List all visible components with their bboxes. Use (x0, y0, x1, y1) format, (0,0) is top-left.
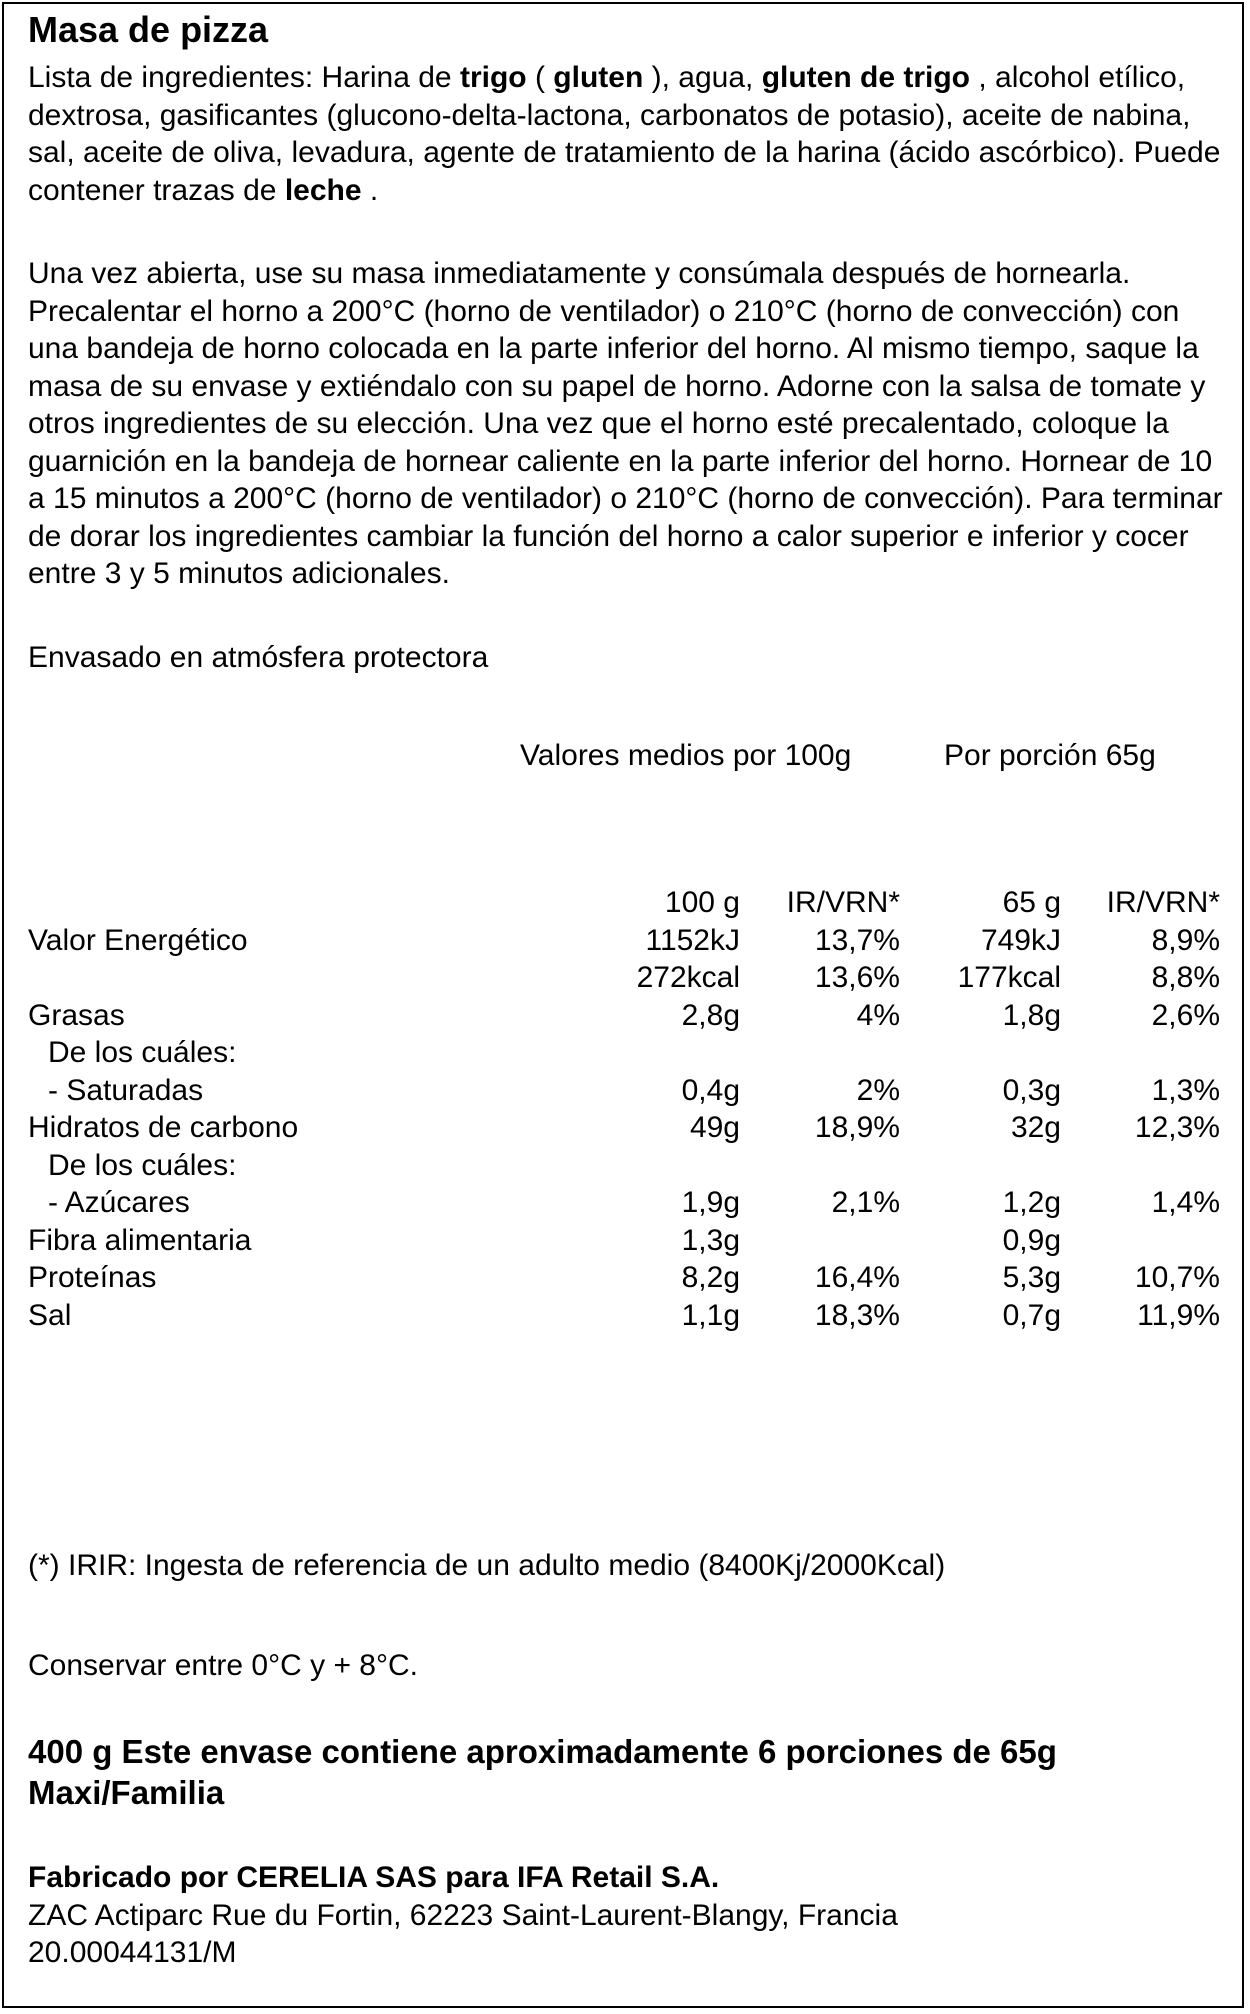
nutrition-row (4, 959, 1250, 997)
nutrition-row (4, 922, 1250, 960)
nutrition-header-per100: Valores medios por 100g (520, 739, 852, 772)
nutrition-row (4, 1147, 1250, 1185)
reference-intake-footnote: (*) IRIR: Ingesta de referencia de un adulto medio (8400Kj/2000Kcal) (28, 1549, 946, 1582)
manufacturer-name: Fabricado por CERELIA SAS para IFA Retail S.A. (28, 1861, 720, 1894)
nutrient-name: Sal (28, 1298, 72, 1332)
product-title: Masa de pizza (28, 9, 269, 50)
ingredients-text: . (361, 173, 379, 207)
nutrition-row (4, 1072, 1250, 1110)
manufacturer-info (28, 1859, 898, 1972)
nutrition-row (4, 1184, 1250, 1222)
column-header-100g: 100 g (664, 886, 740, 919)
allergen-text: gluten (553, 61, 644, 94)
value-per-portion: 32g (1010, 1111, 1061, 1144)
nutrition-column-headers (4, 884, 1250, 922)
ir-per-100g: 18,3% (814, 1298, 900, 1332)
ir-per-100g: 16,4% (814, 1261, 900, 1294)
value-per-100g: 1,3g (681, 1223, 740, 1257)
nutrient-name: Valor Energético (28, 923, 248, 957)
allergen-text: leche (284, 173, 362, 207)
ir-per-portion: 1,3% (1151, 1073, 1220, 1107)
ir-per-portion: 11,9% (1137, 1298, 1220, 1332)
nutrition-row (4, 1222, 1250, 1260)
nutrient-name: - Saturadas (48, 1073, 204, 1107)
storage-instructions: Conservar entre 0°C y + 8°C. (28, 1649, 418, 1682)
nutrition-row (4, 1034, 1250, 1072)
ingredients-text: Lista de ingredientes: Harina de (28, 61, 460, 94)
pack-size-line: Maxi/Familia (28, 1774, 225, 1811)
ingredients-text: ( (526, 61, 554, 94)
ingredients-list (28, 59, 1228, 209)
nutrition-row (4, 1109, 1250, 1147)
nutrient-name: Proteínas (28, 1261, 157, 1294)
value-per-portion: 1,2g (1002, 1186, 1061, 1219)
nutrition-header-per-portion: Por porción 65g (944, 739, 1156, 772)
ir-per-portion: 2,6% (1151, 998, 1220, 1032)
value-per-portion: 0,7g (1002, 1298, 1061, 1332)
value-per-100g: 0,4g (681, 1073, 740, 1107)
value-per-portion: 0,3g (1002, 1073, 1061, 1107)
preparation-instructions: Una vez abierta, use su masa inmediatamente y consúmala después de hornearla. Precalentar el horno a 200°C (horno de ventilador) o 210°C (horno de convección) con una bandeja de horno colocada en la parte inferior del horno. Al mismo tiempo, saque la masa de su envase y extiéndalo con su papel de horno. Adorne con la salsa de tomate y otros ingredientes de su elección. Una vez que el horno esté precalentado, coloque la guarnición en la bandeja de hornear caliente en la parte inferior del horno. Hornear de 10 a 15 minutos a 200°C (horno de ventilador) o 210°C (horno de convección). Para terminar de dorar los ingredientes cambiar la función del horno a calor superior e inferior y cocer entre 3 y 5 minutos adicionales. (28, 257, 1223, 590)
nutrition-row (4, 997, 1250, 1035)
ir-per-100g: 4% (856, 998, 900, 1032)
value-per-100g: 272kcal (636, 961, 740, 994)
column-header-ir-65g: IR/VRN* (1106, 886, 1220, 919)
ir-per-100g: 2,1% (831, 1186, 900, 1219)
nutrition-table (4, 884, 1250, 1334)
ir-per-100g: 2% (856, 1073, 900, 1107)
product-code: 20.00044131/M (28, 1936, 237, 1969)
ir-per-portion: 8,9% (1151, 923, 1220, 957)
value-per-100g: 1,9g (681, 1186, 740, 1219)
value-per-100g: 1152kJ (645, 923, 740, 957)
ir-per-portion: 12,3% (1134, 1111, 1220, 1144)
value-per-portion: 749kJ (980, 923, 1061, 957)
nutrient-name: - Azúcares (48, 1186, 190, 1219)
nutrient-name: De los cuáles: (48, 1148, 237, 1182)
value-per-portion: 177kcal (957, 961, 1061, 994)
nutrient-name: Grasas (28, 998, 125, 1032)
value-per-100g: 1,1g (681, 1298, 740, 1332)
value-per-portion: 5,3g (1002, 1261, 1061, 1294)
packaging-note: Envasado en atmósfera protectora (28, 641, 489, 674)
nutrition-row (4, 1259, 1250, 1297)
column-header-65g: 65 g (1002, 886, 1061, 919)
manufacturer-address: ZAC Actiparc Rue du Fortin, 62223 Saint-Laurent-Blangy, Francia (28, 1898, 898, 1932)
value-per-100g: 8,2g (681, 1261, 740, 1294)
ingredients-text: , alcohol etílico, dextrosa, gasificantes (glucono-delta-lactona, carbonatos de potasio), aceite de nabina, sal, aceite de oliva, levadura, agente de tratamiento de la harina (ácido ascórbico). Puede contener trazas de (28, 61, 1221, 207)
ir-per-100g: 13,7% (814, 923, 900, 957)
column-header-ir-100g: IR/VRN* (786, 886, 900, 919)
nutrient-name: De los cuáles: (48, 1036, 237, 1069)
value-per-100g: 49g (689, 1111, 740, 1144)
net-weight-line: 400 g Este envase contiene aproximadamente 6 porciones de 65g (28, 1733, 1057, 1770)
ir-per-100g: 18,9% (814, 1111, 900, 1144)
ir-per-portion: 8,8% (1151, 961, 1220, 994)
ir-per-portion: 1,4% (1151, 1186, 1220, 1219)
ir-per-100g: 13,6% (814, 961, 900, 994)
net-weight (28, 1731, 1057, 1813)
value-per-portion: 1,8g (1002, 998, 1061, 1032)
ir-per-portion: 10,7% (1134, 1261, 1220, 1294)
nutrient-name: Hidratos de carbono (28, 1111, 299, 1144)
ingredients-text: ), agua, (643, 61, 762, 94)
nutrient-name: Fibra alimentaria (28, 1223, 252, 1257)
nutrition-row (4, 1297, 1250, 1335)
allergen-text: gluten de trigo (761, 61, 971, 94)
allergen-text: trigo (459, 61, 527, 94)
value-per-portion: 0,9g (1002, 1223, 1061, 1257)
product-label (2, 2, 1244, 2008)
value-per-100g: 2,8g (681, 998, 740, 1032)
